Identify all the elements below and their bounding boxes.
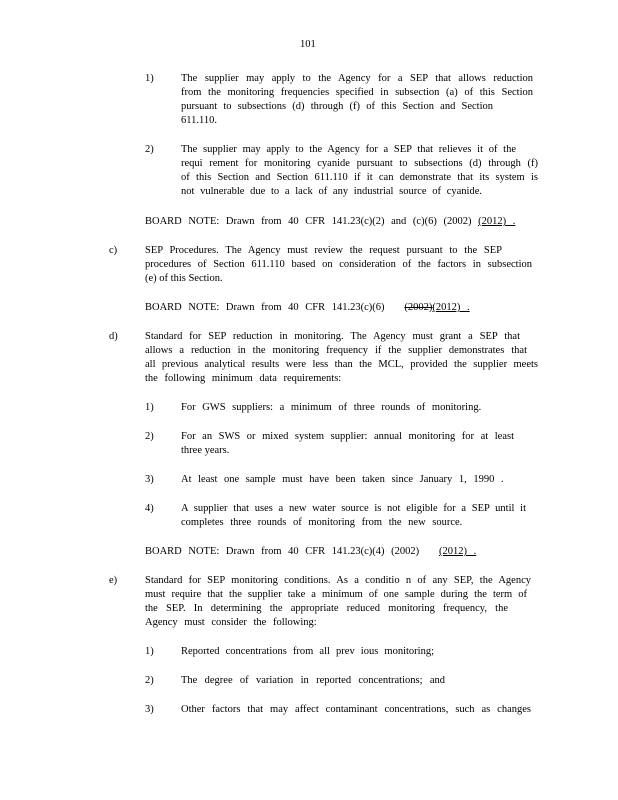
board-note bbox=[145, 545, 476, 559]
list-item-label: 2) bbox=[145, 675, 154, 686]
paragraph-line: the following minimum data requirements: bbox=[145, 373, 342, 384]
list-item-label: 3) bbox=[145, 704, 154, 715]
paragraph-line: (e) of this Section. bbox=[145, 273, 223, 284]
paragraph-line: The supplier may apply to the Agency for a SEP that allows reduction bbox=[181, 73, 533, 84]
paragraph-line: Reported concentrations from all prev ious monitoring; bbox=[181, 646, 434, 657]
paragraph-line: requi rement for monitoring cyanide pursuant to subsections (d) through (f) bbox=[181, 158, 538, 169]
paragraph-line: allows a reduction in the monitoring frequency if the supplier demonstrates that bbox=[145, 345, 527, 356]
paragraph-line: the SEP. In determining the appropriate reduced monitoring frequency, the bbox=[145, 603, 508, 614]
list-item-label: 4) bbox=[145, 503, 154, 514]
paragraph-line: A supplier that uses a new water source is not eligible for a SEP until it bbox=[181, 503, 526, 514]
board-note-struck: (2002) bbox=[404, 302, 433, 313]
section-label: d) bbox=[109, 331, 118, 342]
list-item-label: 2) bbox=[145, 431, 154, 442]
page-number: 101 bbox=[300, 39, 316, 50]
list-item-label: 2) bbox=[145, 144, 154, 155]
paragraph-line: of this Section and Section 611.110 if it can demonstrate that its system is bbox=[181, 172, 538, 183]
section-label: c) bbox=[109, 245, 118, 256]
paragraph-line: 611.110. bbox=[181, 115, 217, 126]
list-item-label: 1) bbox=[145, 402, 154, 413]
board-note bbox=[145, 301, 470, 315]
paragraph-line: For an SWS or mixed system supplier: annual monitoring for at least bbox=[181, 431, 514, 442]
board-note-text: BOARD NOTE: Drawn from 40 CFR 141.23(c)(6) bbox=[145, 302, 385, 313]
board-note-text: BOARD NOTE: Drawn from 40 CFR 141.23(c)(4) (2002) bbox=[145, 546, 420, 557]
paragraph-line: At least one sample must have been taken since January 1, 1990 . bbox=[181, 474, 504, 485]
paragraph-line: not vulnerable due to a lack of any industrial source of cyanide. bbox=[181, 186, 482, 197]
paragraph-line: For GWS suppliers: a minimum of three rounds of monitoring. bbox=[181, 402, 482, 413]
paragraph-line: pursuant to subsections (d) through (f) of this Section and Section bbox=[181, 101, 493, 112]
list-item-label: 1) bbox=[145, 73, 154, 84]
board-note-added: (2012) . bbox=[432, 302, 470, 313]
paragraph-line: SEP Procedures. The Agency must review the request pursuant to the SEP bbox=[145, 245, 502, 256]
paragraph-line: completes three rounds of monitoring from the new source. bbox=[181, 517, 463, 528]
board-note bbox=[145, 215, 515, 229]
list-item-label: 1) bbox=[145, 646, 154, 657]
paragraph-line: Other factors that may affect contaminant concentrations, such as changes bbox=[181, 704, 531, 715]
paragraph-line: procedures of Section 611.110 based on consideration of the factors in subsection bbox=[145, 259, 532, 270]
paragraph-line: Agency must consider the following: bbox=[145, 617, 317, 628]
paragraph-line: all previous analytical results were less than the MCL, provided the supplier meets bbox=[145, 359, 538, 370]
paragraph-line: Standard for SEP monitoring conditions. As a conditio n of any SEP, the Agency bbox=[145, 575, 531, 586]
list-item-label: 3) bbox=[145, 474, 154, 485]
paragraph-line: must require that the supplier take a minimum of one sample during the term of bbox=[145, 589, 527, 600]
paragraph-line: from the monitoring frequencies specified in subsection (a) of this Section bbox=[181, 87, 533, 98]
board-note-added: (2012) . bbox=[478, 216, 516, 227]
paragraph-line: Standard for SEP reduction in monitoring. The Agency must grant a SEP that bbox=[145, 331, 520, 342]
board-note-added: (2012) . bbox=[439, 546, 477, 557]
paragraph-line: The supplier may apply to the Agency for a SEP that relieves it of the bbox=[181, 144, 516, 155]
section-label: e) bbox=[109, 575, 118, 586]
paragraph-line: three years. bbox=[181, 445, 230, 456]
paragraph-line: The degree of variation in reported concentrations; and bbox=[181, 675, 445, 686]
board-note-text: BOARD NOTE: Drawn from 40 CFR 141.23(c)(2) and (c)(6) (2002) bbox=[145, 216, 472, 227]
